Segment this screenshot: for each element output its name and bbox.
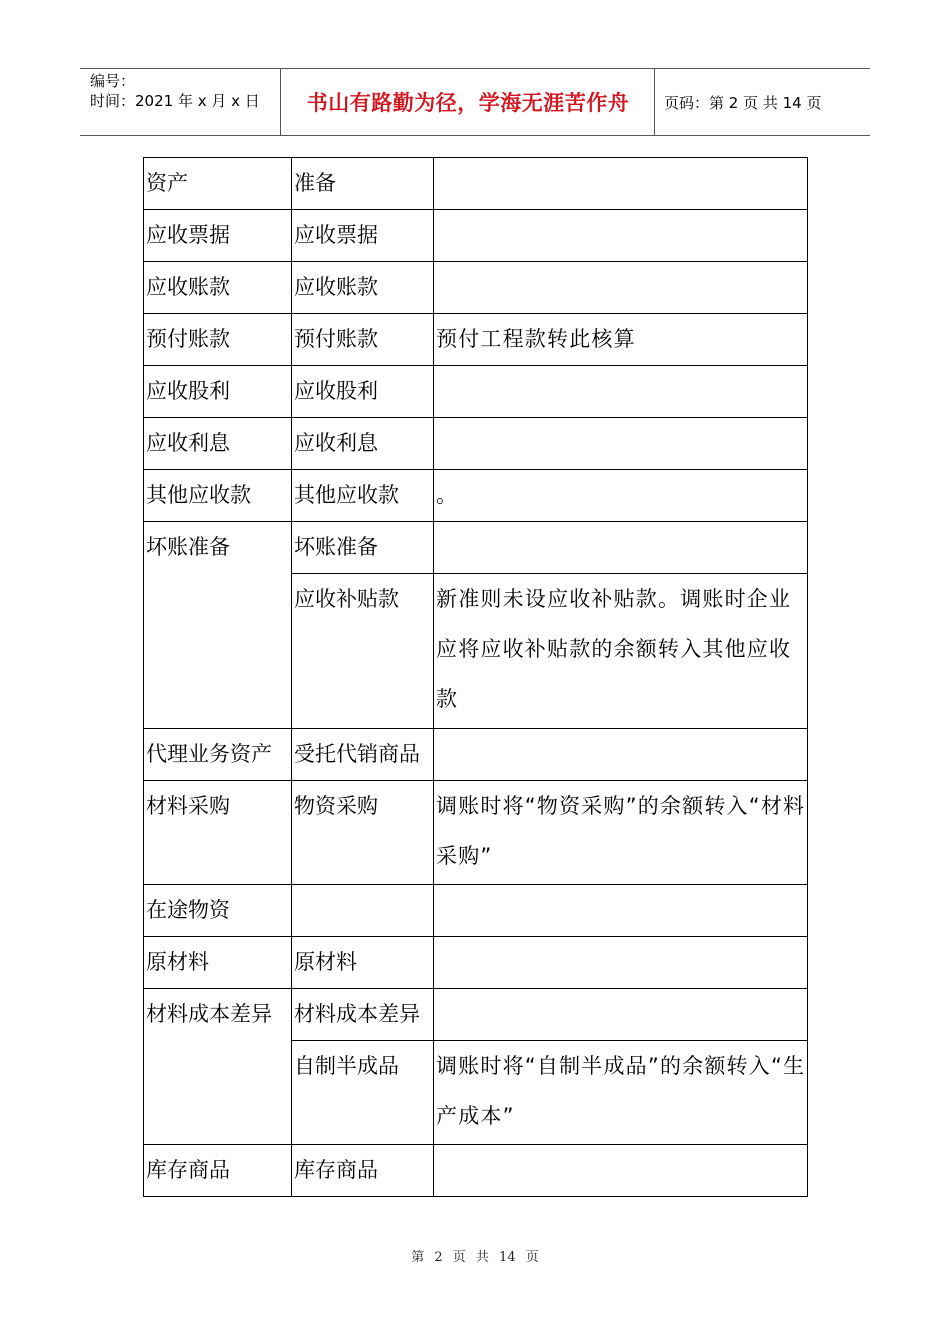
- table-cell-new-account: 材料采购: [144, 781, 292, 885]
- table-cell-note: 调账时将“自制半成品”的余额转入“生产成本”: [434, 1041, 808, 1145]
- table-cell-note: [434, 989, 808, 1041]
- table-row: [144, 1145, 808, 1197]
- table-cell-note: [434, 418, 808, 470]
- table-row: [144, 781, 808, 885]
- table-cell-new-account: 原材料: [144, 937, 292, 989]
- document-number-label: 编号：: [90, 72, 136, 90]
- table-row: [144, 418, 808, 470]
- table-cell-new-account: 应收股利: [144, 366, 292, 418]
- page-footer: 第 2 页 共 14 页: [411, 1250, 539, 1265]
- table-cell-old-account: 原材料: [292, 937, 434, 989]
- table-cell-note: [434, 210, 808, 262]
- table-cell-note: [434, 1145, 808, 1197]
- table-cell-new-account: 坏账准备: [144, 522, 292, 729]
- table-cell-note: 预付工程款转此核算: [434, 314, 808, 366]
- table-cell-note: [434, 366, 808, 418]
- header-motto: 书山有路勤为径，学海无涯苦作舟: [282, 69, 655, 135]
- table-row: [144, 937, 808, 989]
- table-row: [144, 262, 808, 314]
- table-row: [144, 314, 808, 366]
- table-row: [144, 210, 808, 262]
- table-cell-note: [434, 262, 808, 314]
- table-cell-old-account: 受托代销商品: [292, 729, 434, 781]
- table-cell-note: 调账时将“物资采购”的余额转入“材料采购”: [434, 781, 808, 885]
- table-cell-new-account: 预付账款: [144, 314, 292, 366]
- table-cell-new-account: 应收账款: [144, 262, 292, 314]
- table-cell-new-account: 应收票据: [144, 210, 292, 262]
- header-page-info: 页码：第 2 页 共 14 页: [664, 93, 822, 112]
- document-header: [80, 68, 870, 136]
- table-cell-old-account: 预付账款: [292, 314, 434, 366]
- table-cell-note: [434, 729, 808, 781]
- table-row: [144, 470, 808, 522]
- table-cell-old-account: 库存商品: [292, 1145, 434, 1197]
- table-cell-new-account: 在途物资: [144, 885, 292, 937]
- table-cell-note: 新准则未设应收补贴款。调账时企业应将应收补贴款的余额转入其他应收款: [434, 574, 808, 729]
- table-cell-old-account: 其他应收款: [292, 470, 434, 522]
- account-mapping-table: [143, 157, 808, 1197]
- table-row: [144, 366, 808, 418]
- document-date: 时间：2021 年 x 月 x 日: [90, 92, 260, 110]
- table-cell-note: [434, 522, 808, 574]
- table-cell-old-account: 物资采购: [292, 781, 434, 885]
- table-row: [144, 989, 808, 1041]
- table-cell-old-account: 应收利息: [292, 418, 434, 470]
- table-cell-new-account: 应收利息: [144, 418, 292, 470]
- table-cell-old-account: 应收票据: [292, 210, 434, 262]
- table-cell-old-account: 应收股利: [292, 366, 434, 418]
- table-cell-old-account: 材料成本差异: [292, 989, 434, 1041]
- table-cell-old-account: 准备: [292, 158, 434, 210]
- table-cell-note: [434, 937, 808, 989]
- table-row: [144, 522, 808, 574]
- table-cell-old-account: 坏账准备: [292, 522, 434, 574]
- table-cell-new-account: 材料成本差异: [144, 989, 292, 1145]
- table-cell-old-account: 应收补贴款: [292, 574, 434, 729]
- table-cell-new-account: 资产: [144, 158, 292, 210]
- table-cell-note: [434, 885, 808, 937]
- table-cell-note: 。: [434, 470, 808, 522]
- table-row: [144, 885, 808, 937]
- table-cell-new-account: 代理业务资产: [144, 729, 292, 781]
- table-cell-note: [434, 158, 808, 210]
- table-cell-old-account: 自制半成品: [292, 1041, 434, 1145]
- table-row: [144, 729, 808, 781]
- table-cell-old-account: [292, 885, 434, 937]
- table-cell-new-account: 库存商品: [144, 1145, 292, 1197]
- table-cell-new-account: 其他应收款: [144, 470, 292, 522]
- header-meta: [80, 69, 281, 135]
- table-row: [144, 158, 808, 210]
- table-cell-old-account: 应收账款: [292, 262, 434, 314]
